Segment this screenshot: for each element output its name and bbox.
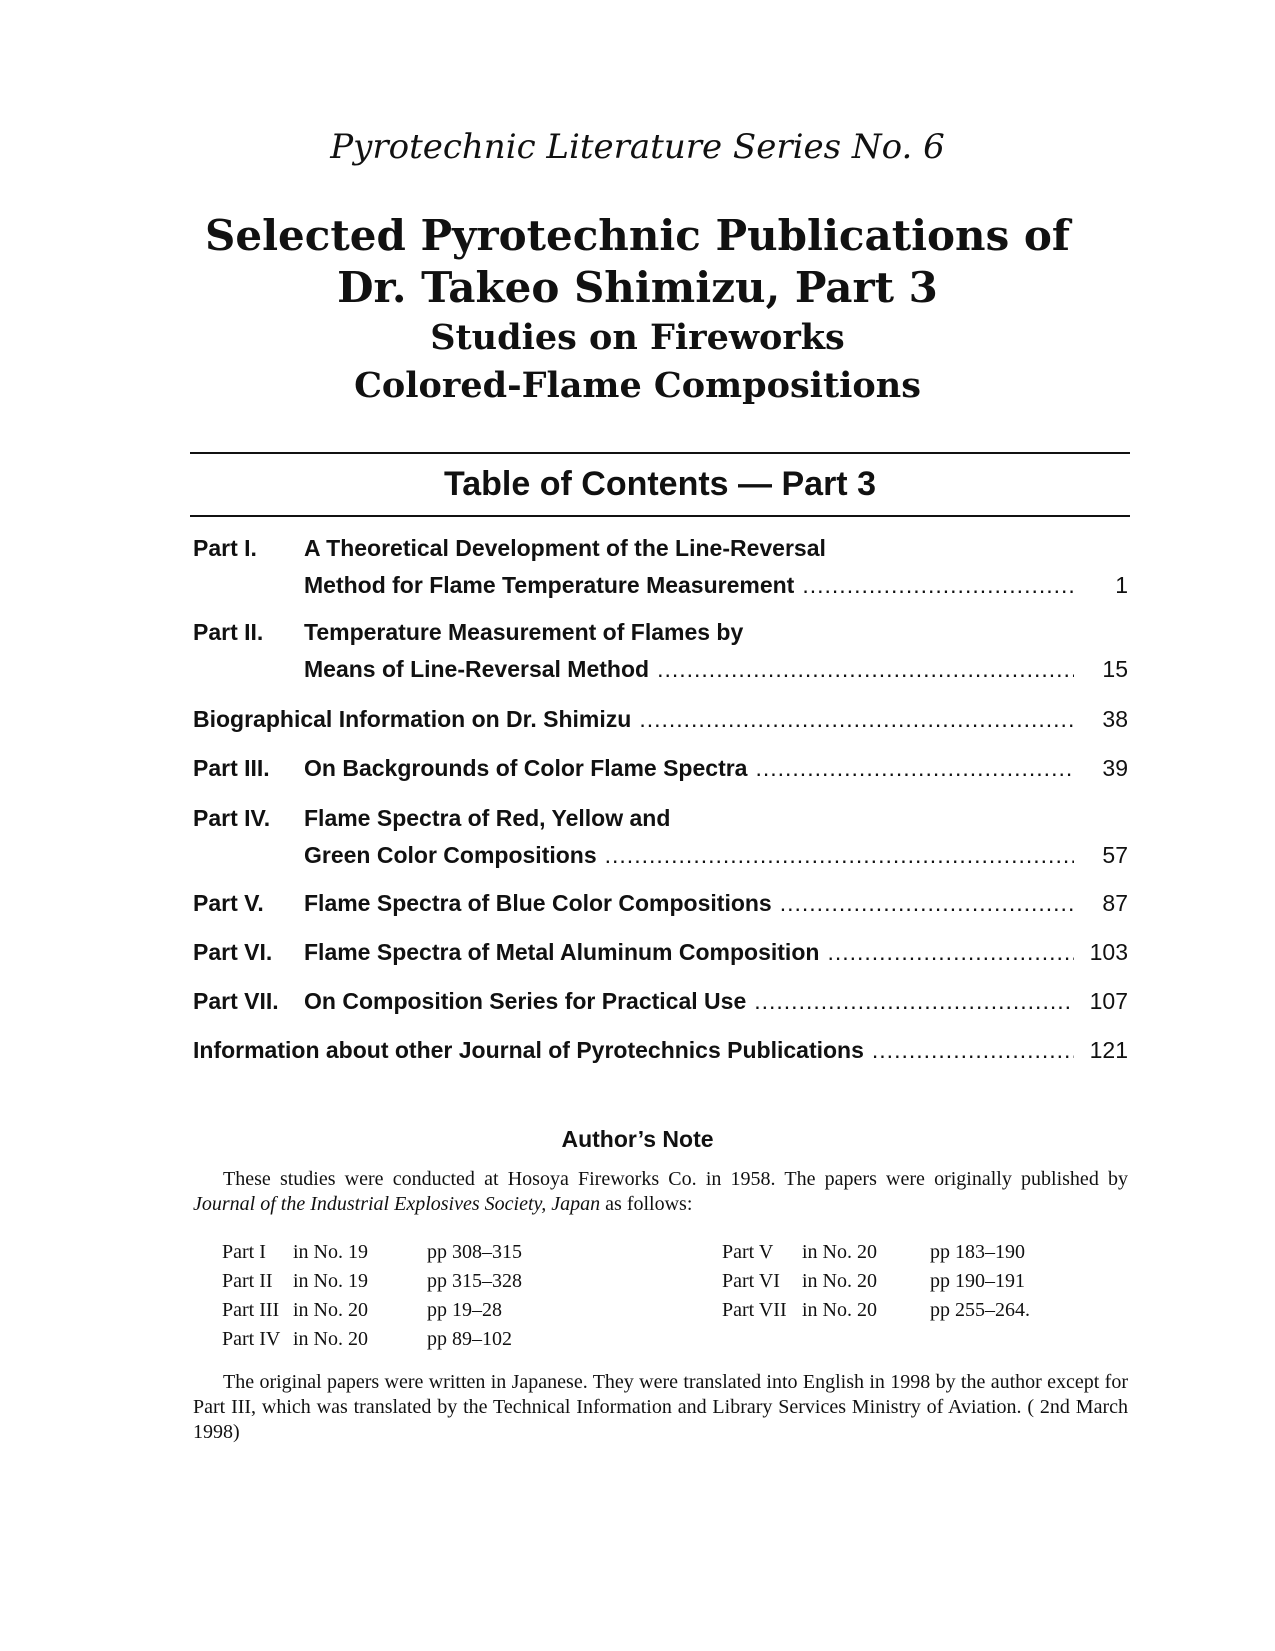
dot-leader (827, 934, 1074, 971)
ref-part: Part II (222, 1270, 273, 1292)
title-line-4: Colored-Flame Compositions (354, 365, 921, 406)
toc-entry-title-row (193, 701, 1128, 738)
ref-part: Part I (222, 1241, 266, 1263)
toc-entry-page: 57 (1102, 842, 1128, 868)
series-title: Pyrotechnic Literature Series No. 6 (330, 127, 945, 167)
toc-entry-title: Information about other Journal of Pyrotechnics Publications (193, 1037, 864, 1063)
ref-pages: pp 183–190 (930, 1241, 1025, 1263)
toc-entry-title-line1: Flame Spectra of Red, Yellow and (304, 805, 671, 831)
toc-entry-title: Flame Spectra of Blue Color Compositions (304, 890, 772, 916)
dot-leader (605, 837, 1074, 874)
ref-part: Part VII (722, 1299, 787, 1321)
toc-entry-title-row (304, 750, 1128, 787)
toc-entry-page: 39 (1102, 755, 1128, 781)
toc-entry-title-row (193, 1032, 1128, 1069)
toc-entry-page: 87 (1102, 890, 1128, 916)
toc-entry-title-line2-row (304, 567, 1128, 604)
ref-pages: pp 190–191 (930, 1270, 1025, 1292)
ref-pages: pp 308–315 (427, 1241, 522, 1263)
authors-note-paragraph-1 (193, 1167, 1128, 1217)
toc-entry-title-row (304, 934, 1128, 971)
paragraph-text: The original papers were written in Japanese. They were translated into English in 1998 by the author except for Part III, which was translated by the Technical Information and Library Services Ministry of Aviation. ( 2nd March 1998) (193, 1371, 1128, 1443)
ref-part: Part VI (722, 1270, 780, 1292)
ref-issue: in No. 20 (802, 1270, 877, 1292)
journal-name: Journal of the Industrial Explosives Society, Japan (193, 1193, 601, 1215)
ref-issue: in No. 20 (293, 1328, 368, 1350)
toc-entry-title-line1: A Theoretical Development of the Line-Reversal (304, 535, 826, 561)
ref-pages: pp 255–264. (930, 1299, 1030, 1321)
ref-part: Part IV (222, 1328, 281, 1350)
toc-entry-title-line2: Green Color Compositions (304, 842, 597, 868)
ref-issue: in No. 20 (802, 1241, 877, 1263)
authors-note-heading: Author’s Note (561, 1126, 714, 1152)
dot-leader (754, 983, 1074, 1020)
title-line-1: Selected Pyrotechnic Publications of (205, 211, 1070, 260)
divider-top (190, 452, 1130, 454)
title-line-2: Dr. Takeo Shimizu, Part 3 (337, 263, 938, 312)
toc-entry-page: 1 (1115, 572, 1128, 598)
toc-entry-label: Part VI. (193, 939, 273, 965)
dot-leader (780, 885, 1074, 922)
paragraph-text: These studies were conducted at Hosoya Fireworks Co. in 1958. The papers were originally published by (223, 1168, 1128, 1190)
toc-entry-page: 15 (1102, 656, 1128, 682)
ref-pages: pp 19–28 (427, 1299, 502, 1321)
toc-entry-label: Part III. (193, 755, 270, 781)
toc-entry-title-line2-row (304, 651, 1128, 688)
ref-issue: in No. 19 (293, 1270, 368, 1292)
ref-issue: in No. 20 (802, 1299, 877, 1321)
toc-entry-label: Part II. (193, 619, 264, 645)
toc-entry-title: Biographical Information on Dr. Shimizu (193, 706, 632, 732)
dot-leader (802, 567, 1074, 604)
toc-entry-title: Flame Spectra of Metal Aluminum Composition (304, 939, 820, 965)
toc-heading: Table of Contents — Part 3 (444, 465, 876, 503)
toc-entry-title-row (304, 983, 1128, 1020)
toc-entry-label: Part V. (193, 890, 264, 916)
toc-entry-title-line2: Means of Line-Reversal Method (304, 656, 650, 682)
toc-entry-title-row (304, 885, 1128, 922)
divider-bottom (190, 515, 1130, 517)
ref-part: Part III (222, 1299, 280, 1321)
paragraph-text: as follows: (600, 1193, 693, 1215)
toc-entry-label: Part VII. (193, 988, 279, 1014)
toc-entry-label: Part IV. (193, 805, 271, 831)
toc-entry-title: On Backgrounds of Color Flame Spectra (304, 755, 748, 781)
ref-issue: in No. 20 (293, 1299, 368, 1321)
toc-entry-title-line2-row (304, 837, 1128, 874)
toc-entry-label: Part I. (193, 535, 257, 561)
ref-issue: in No. 19 (293, 1241, 368, 1263)
toc-entry-page: 38 (1102, 706, 1128, 732)
dot-leader (639, 701, 1074, 738)
toc-entry-title: On Composition Series for Practical Use (304, 988, 747, 1014)
ref-pages: pp 89–102 (427, 1328, 512, 1350)
dot-leader (872, 1032, 1074, 1069)
title-line-3: Studies on Fireworks (430, 317, 845, 358)
toc-entry-title-line2: Method for Flame Temperature Measurement (304, 572, 795, 598)
dot-leader (755, 750, 1074, 787)
authors-note-paragraph-2 (193, 1370, 1128, 1445)
book-title (0, 210, 1275, 410)
ref-pages: pp 315–328 (427, 1270, 522, 1292)
toc-entry-title-line1: Temperature Measurement of Flames by (304, 619, 744, 645)
ref-part: Part V (722, 1241, 774, 1263)
toc-entry-page: 121 (1089, 1037, 1128, 1063)
toc-entry-page: 103 (1089, 939, 1128, 965)
toc-entry-page: 107 (1089, 988, 1128, 1014)
dot-leader (657, 651, 1074, 688)
